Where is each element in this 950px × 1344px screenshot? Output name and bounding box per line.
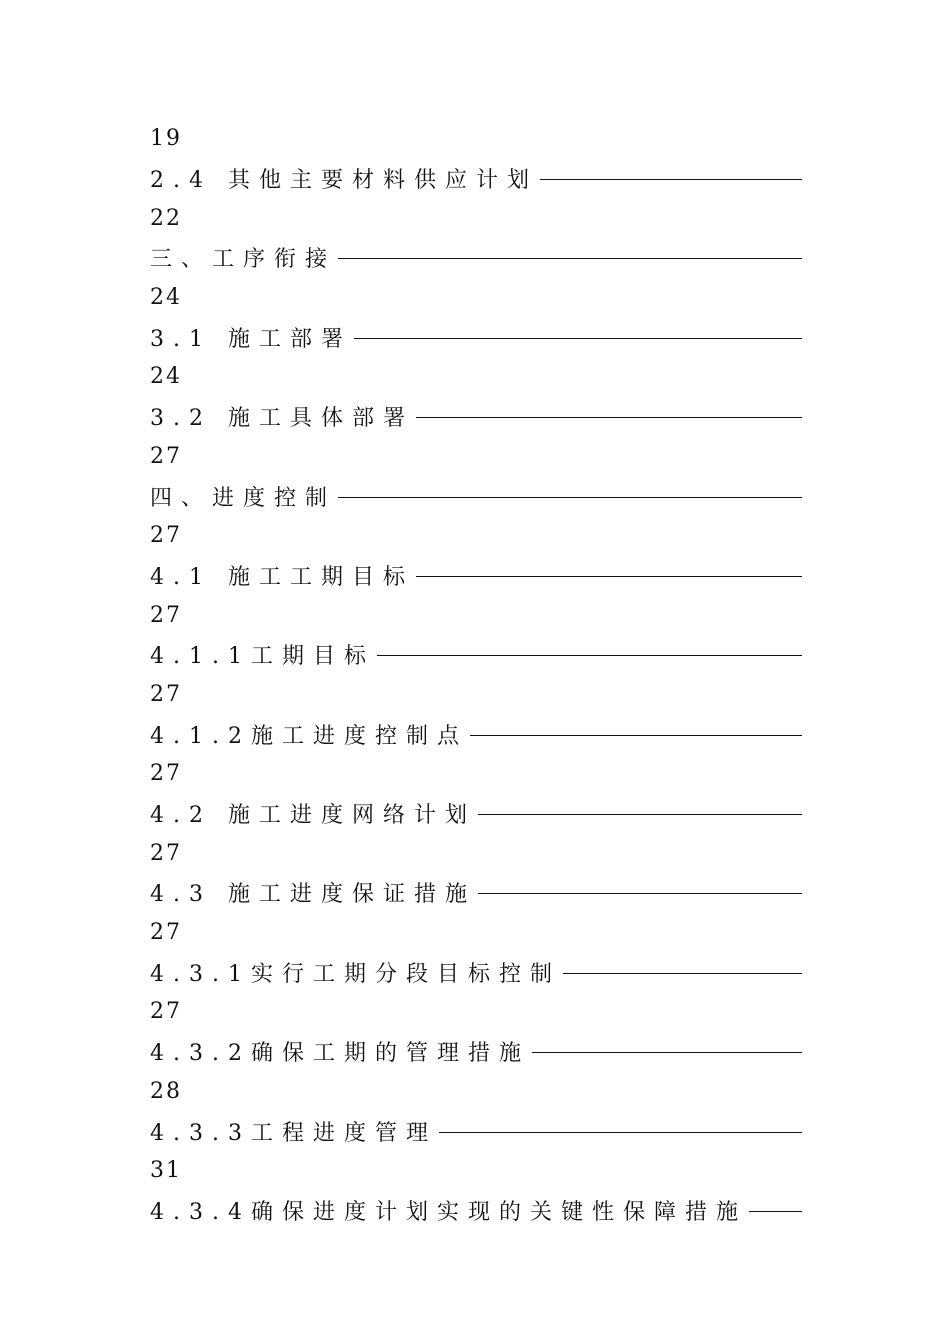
toc-entry-title: 四、进度控制 (150, 485, 337, 511)
toc-entry[interactable] (150, 556, 802, 596)
toc-page-number: 19 (150, 126, 182, 152)
toc-entry-title: 4.3.3工程进度管理 (150, 1120, 437, 1146)
toc-leader-line (439, 1132, 802, 1133)
toc-entry[interactable] (150, 159, 802, 199)
toc-entry[interactable] (150, 714, 802, 754)
toc-page-number: 27 (150, 761, 182, 787)
toc-entry-title: 3.1 施工部署 (150, 326, 352, 352)
toc-entry[interactable] (150, 317, 802, 357)
toc-entry-title: 3.2 施工具体部署 (150, 406, 414, 432)
toc-page-number: 27 (150, 999, 182, 1025)
toc-entry-title: 2.4 其他主要材料供应计划 (150, 168, 538, 194)
toc-entry[interactable] (150, 794, 802, 834)
toc-page-number: 24 (150, 364, 182, 390)
toc-entry[interactable] (150, 1032, 802, 1072)
toc-entry-title: 4.3.4确保进度计划实现的关键性保障措施 (150, 1199, 747, 1225)
toc-entry[interactable] (150, 397, 802, 437)
toc-leader-line (416, 576, 802, 577)
toc-entry-title: 4.1.1工期目标 (150, 644, 375, 670)
toc-entry[interactable] (150, 952, 802, 992)
toc-page-number: 28 (150, 1078, 182, 1104)
toc-leader-line (532, 1052, 802, 1053)
toc-leader-line (416, 417, 802, 418)
toc-leader-line (377, 655, 802, 656)
table-of-contents (150, 119, 802, 1230)
toc-page-number: 31 (150, 1158, 182, 1184)
toc-entry-title: 三、工序衔接 (150, 247, 337, 273)
toc-entry-title: 4.1.2施工进度控制点 (150, 723, 468, 749)
toc-leader-line (338, 258, 802, 259)
toc-page-number: 27 (150, 920, 182, 946)
toc-entry[interactable] (150, 635, 802, 675)
toc-leader-line (749, 1211, 802, 1212)
toc-page-number: 24 (150, 285, 182, 311)
toc-entry[interactable] (150, 476, 802, 516)
toc-entry[interactable] (150, 1191, 802, 1231)
toc-page-number: 27 (150, 523, 182, 549)
toc-page-number: 27 (150, 840, 182, 866)
toc-entry-title: 4.2 施工进度网络计划 (150, 803, 476, 829)
toc-page-number: 27 (150, 681, 182, 707)
toc-entry-title: 4.1 施工工期目标 (150, 564, 414, 590)
toc-entry-title: 4.3.2确保工期的管理措施 (150, 1041, 530, 1067)
toc-entry[interactable] (150, 1111, 802, 1151)
toc-entry[interactable] (150, 873, 802, 913)
toc-entry[interactable] (150, 238, 802, 278)
toc-entry-title: 4.3 施工进度保证措施 (150, 882, 476, 908)
toc-page-number: 22 (150, 205, 182, 231)
toc-leader-line (478, 893, 802, 894)
toc-leader-line (338, 497, 802, 498)
toc-leader-line (563, 973, 802, 974)
toc-page-number: 27 (150, 602, 182, 628)
toc-leader-line (540, 179, 802, 180)
toc-leader-line (478, 814, 802, 815)
toc-leader-line (354, 338, 802, 339)
toc-page-number: 27 (150, 443, 182, 469)
toc-leader-line (470, 735, 802, 736)
toc-entry-title: 4.3.1实行工期分段目标控制 (150, 961, 561, 987)
